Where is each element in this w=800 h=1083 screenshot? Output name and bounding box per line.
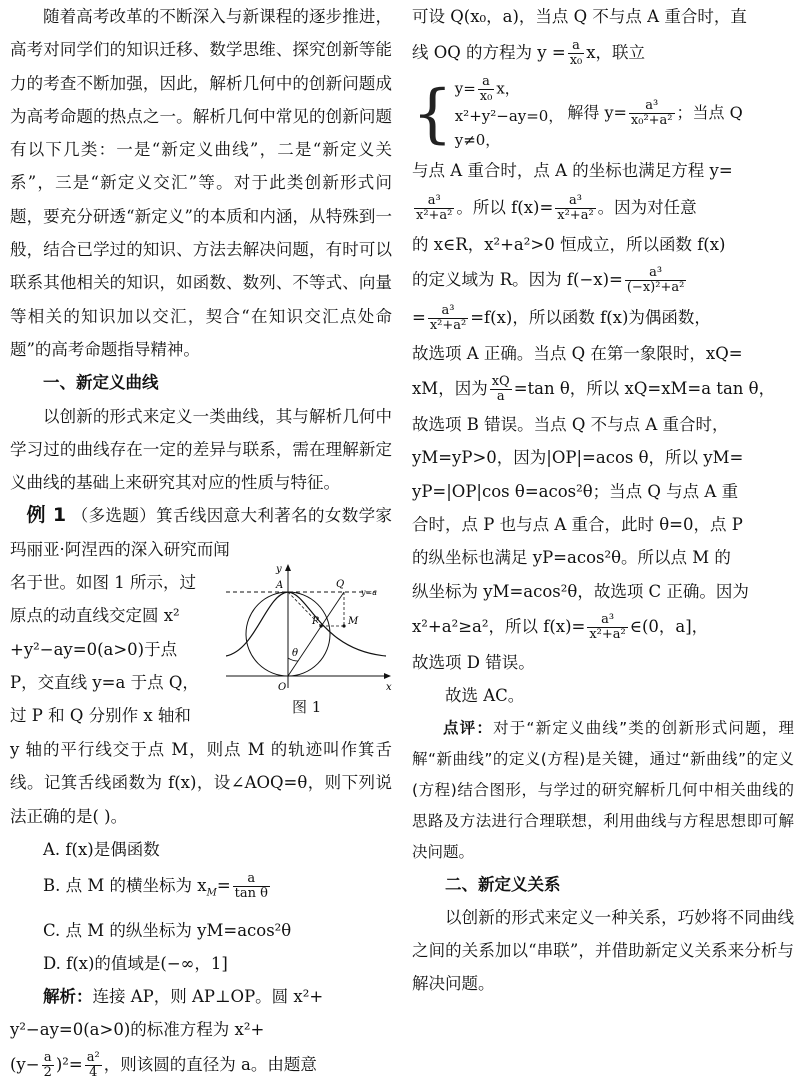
option-b (10, 866, 392, 913)
sys-line-3: y≠0， (454, 131, 501, 150)
example-rest: y 轴的平行线交于点 M，则点 M 的轨迹叫作箕舌线。记箕舌线函数为 f(x)，设∠AOQ=θ，则下列说法正确的是( )。 (10, 740, 392, 826)
right-line-1: 可设 Q(x₀，a)，当点 Q 不与点 A 重合时，直 (412, 7, 747, 26)
y-axis-arrow (285, 564, 291, 571)
option-b-sub: M (206, 887, 217, 899)
label-M: M (348, 616, 359, 628)
wrap-line-1: 名于世。如图 1 所示，过 (10, 573, 196, 593)
point-M (342, 624, 345, 627)
r16-pre: x²+a²≥a²，所以 f(x)= (412, 616, 586, 636)
right-line-8: 故选项 A 正确。当点 Q 在第一象限时，xQ= (412, 343, 743, 363)
right-line-17: 故选项 D 错误。 (412, 652, 535, 672)
solution-line-1 (10, 980, 392, 1013)
label-O: O (278, 682, 287, 694)
heading-new-curve: 一、新定义曲线 (43, 373, 159, 393)
r4-post: 。因为对任意 (597, 197, 697, 217)
witch-curve (226, 592, 386, 656)
sol3-pre: (y− (10, 1054, 40, 1074)
r2-den: x₀ (569, 53, 583, 69)
label-Q: Q (336, 579, 345, 591)
sys-solve-pre: 解得 y= (567, 103, 627, 123)
wrap-line-2: 原点的动直线交定圆 x² (10, 606, 180, 626)
right-line-9 (412, 370, 794, 408)
r16-den: x²+a² (589, 626, 626, 642)
example-wrap-text (10, 566, 220, 732)
right-line-14: 的纵坐标也满足 yP=acos²θ。所以点 M 的 (412, 548, 731, 568)
sys-solve (567, 99, 742, 128)
r7-num: a³ (428, 304, 468, 319)
sys1-num: a (478, 75, 495, 90)
right-line-4 (412, 188, 794, 228)
r4-frac2 (555, 194, 595, 223)
r9-post: =tan θ，所以 xQ=xM=a tan θ， (513, 379, 776, 399)
wrap-line-3: +y²−ay=0(a>0)于点 (10, 639, 178, 659)
r2-post: x，联立 (586, 43, 646, 63)
right-line-13: 合时，点 P 也与点 A 重合，此时 θ=0，点 P (412, 515, 743, 535)
r2-frac (568, 39, 585, 68)
comment-paragraph (412, 713, 794, 868)
figure-1-witch-of-agnesi (226, 560, 396, 705)
sol3-frac1-num: a (42, 1051, 54, 1066)
right-column (412, 0, 794, 1001)
sys-line-1 (455, 75, 564, 104)
sol3-frac2-num: a² (86, 1049, 100, 1065)
r7-den: x²+a² (429, 317, 467, 333)
r7-pre: = (412, 307, 426, 327)
right-line-18: 故选 AC。 (445, 686, 525, 706)
section1-paragraph: 以创新的形式来定义一类曲线，其与解析几何中学习过的曲线存在一定的差异与联系，需在理解新定义曲线的基础上来研究其对应的性质与特征。 (10, 406, 392, 493)
right-line-15: 纵坐标为 yM=acos²θ，故选项 C 正确。因为 (412, 581, 749, 601)
right-line-3: 与点 A 重合时，点 A 的坐标也满足方程 y= (412, 161, 733, 181)
point-P (319, 624, 322, 627)
option-d: D. f(x)的值域是(−∞，1] (43, 953, 228, 973)
example-label: 例 1 (26, 504, 67, 527)
sol3-frac1 (42, 1051, 54, 1080)
right-line-12: yP=|OP|cos θ=acos²θ；当点 Q 与点 A 重 (412, 481, 739, 501)
sys-solve-num: a³ (629, 99, 675, 114)
sys1-post: x， (496, 79, 520, 98)
right-line-6 (412, 261, 794, 299)
sol3-frac1-den: 2 (43, 1064, 52, 1080)
right-line-10: 故选项 B 错误。当点 Q 不与点 A 重合时， (412, 415, 729, 435)
r9-frac (490, 375, 512, 404)
solution-line-2: y²−ay=0(a>0)的标准方程为 x²+ (10, 1020, 265, 1040)
r16-post: ∈(0，a]， (629, 616, 709, 636)
option-b-num: a (233, 872, 270, 887)
option-b-den: tan θ (234, 886, 268, 902)
left-brace-icon: { (412, 76, 453, 151)
comment-label: 点评： (443, 718, 494, 737)
heading-new-relation: 二、新定义关系 (445, 874, 561, 894)
label-y: y (276, 564, 282, 576)
r4-num: a³ (414, 194, 454, 209)
r4-num2: a³ (555, 194, 595, 209)
r9-pre: xM，因为 (412, 379, 488, 399)
sys-solve-post: ；当点 Q (676, 103, 743, 123)
example-tag: （多选题） (71, 506, 157, 526)
r7-frac (428, 304, 468, 333)
system-lines (455, 75, 564, 152)
solution-text-1: 连接 AP，则 AP⊥OP。圆 x²+ (92, 987, 324, 1007)
sys-solve-den: x₀²+a² (630, 113, 673, 129)
r6-num: a³ (625, 266, 686, 281)
x-axis-arrow (384, 673, 391, 679)
label-x: x (386, 682, 392, 694)
label-theta: θ (292, 648, 299, 660)
sol3-post: ，则该圆的直径为 a。由题意 (103, 1054, 317, 1074)
label-P: P (312, 616, 319, 628)
r2-num: a (568, 39, 585, 54)
right-line-7 (412, 299, 794, 337)
r6-frac (625, 266, 686, 295)
label-line-y-eq-a: y=a (361, 588, 377, 598)
right-line-11: yM=yP>0，因为|OP|=acos θ，所以 yM= (412, 448, 744, 468)
label-A: A (276, 580, 284, 592)
figure-1-caption: 图 1 (292, 698, 322, 717)
right-line-16 (412, 608, 794, 646)
solution-label: 解析： (43, 987, 93, 1007)
example-lead-text: 箕舌线因意大利著名的女数学家玛丽亚·阿涅西的深入研究而闻 (10, 506, 393, 559)
sys1-den: x₀ (479, 89, 493, 105)
r7-post: =f(x)，所以函数 f(x)为偶函数， (470, 307, 711, 327)
example-wrap-block (10, 566, 392, 733)
sol3-frac2 (85, 1051, 102, 1080)
comment-text: 对于“新定义曲线”类的创新形式问题，理解“新曲线”的定义(方程)是关键，通过“新曲线”的定义(方程)结合图形，与学过的研究解析几何中相关曲线的思路及方法进行合理联想，利用曲线与方程思想即可解决问题。 (412, 718, 794, 861)
wrap-line-4: P，交直线 y=a 于点 Q， (10, 672, 199, 692)
section2-paragraph: 以创新的形式来定义一种关系，巧妙将不同曲线之间的关系加以“串联”，并借助新定义关系来分析与解决问题。 (412, 907, 794, 994)
left-column (10, 0, 392, 1083)
r4-den2: x²+a² (557, 207, 594, 223)
option-b-fraction (233, 872, 270, 901)
r9-den: a (496, 389, 505, 405)
r4-mid: 。所以 f(x)= (456, 197, 554, 217)
example-1-lead (10, 499, 392, 566)
option-a: A. f(x)是偶函数 (43, 839, 160, 859)
r4-den: x²+a² (416, 207, 453, 223)
wrap-line-5: 过 P 和 Q 分别作 x 轴和 (10, 706, 191, 726)
sys-solve-frac (629, 99, 675, 128)
equation-system (412, 75, 794, 152)
sol3-frac2-den: 4 (89, 1064, 98, 1080)
r2-pre: 线 OQ 的方程为 y = (412, 43, 566, 63)
right-line-5: 的 x∈R，x²+a²>0 恒成立，所以函数 f(x) (412, 234, 726, 254)
r6-den: (−x)²+a² (626, 279, 685, 295)
intro-paragraph: 随着高考改革的不断深入与新课程的逐步推进，高考对同学们的知识迁移、数学思维、探究创新等能力的考查不断加强，因此，解析几何中的创新问题成为高考命题的热点之一。解析几何中常见的创新问题有以下几类：一是“新定义曲线”，二是“新定义关系”，三是“新定义交汇”等。对于此类创新形式问题，要充分研透“新定义”的本质和内涵，从特殊到一般，结合已学过的知识、方法去解决问题，有时可以联系其他相关的知识，如函数、数列、不等式、向量等相关的知识加以交汇，契合“在知识交汇点处命题”的高考命题指导精神。 (10, 7, 392, 359)
sol3-mid: )²= (55, 1054, 83, 1074)
option-b-prefix: B. 点 M 的横坐标为 x (43, 876, 207, 896)
solution-line-3 (10, 1047, 392, 1083)
option-c: C. 点 M 的纵坐标为 yM=acos²θ (43, 920, 292, 940)
sys1-frac (478, 75, 495, 104)
r16-frac (587, 613, 627, 642)
right-line-2 (412, 33, 794, 73)
sys1-pre: y= (454, 79, 476, 98)
r16-num: a³ (587, 613, 627, 628)
line-OQ (288, 592, 344, 676)
sys-line-2: x²+y²−ay=0， (454, 107, 564, 126)
r9-num: xQ (491, 374, 510, 390)
r4-frac1 (414, 194, 454, 223)
r6-pre: 的定义域为 R。因为 f(−x)= (412, 269, 623, 289)
option-b-eq: = (216, 876, 231, 896)
